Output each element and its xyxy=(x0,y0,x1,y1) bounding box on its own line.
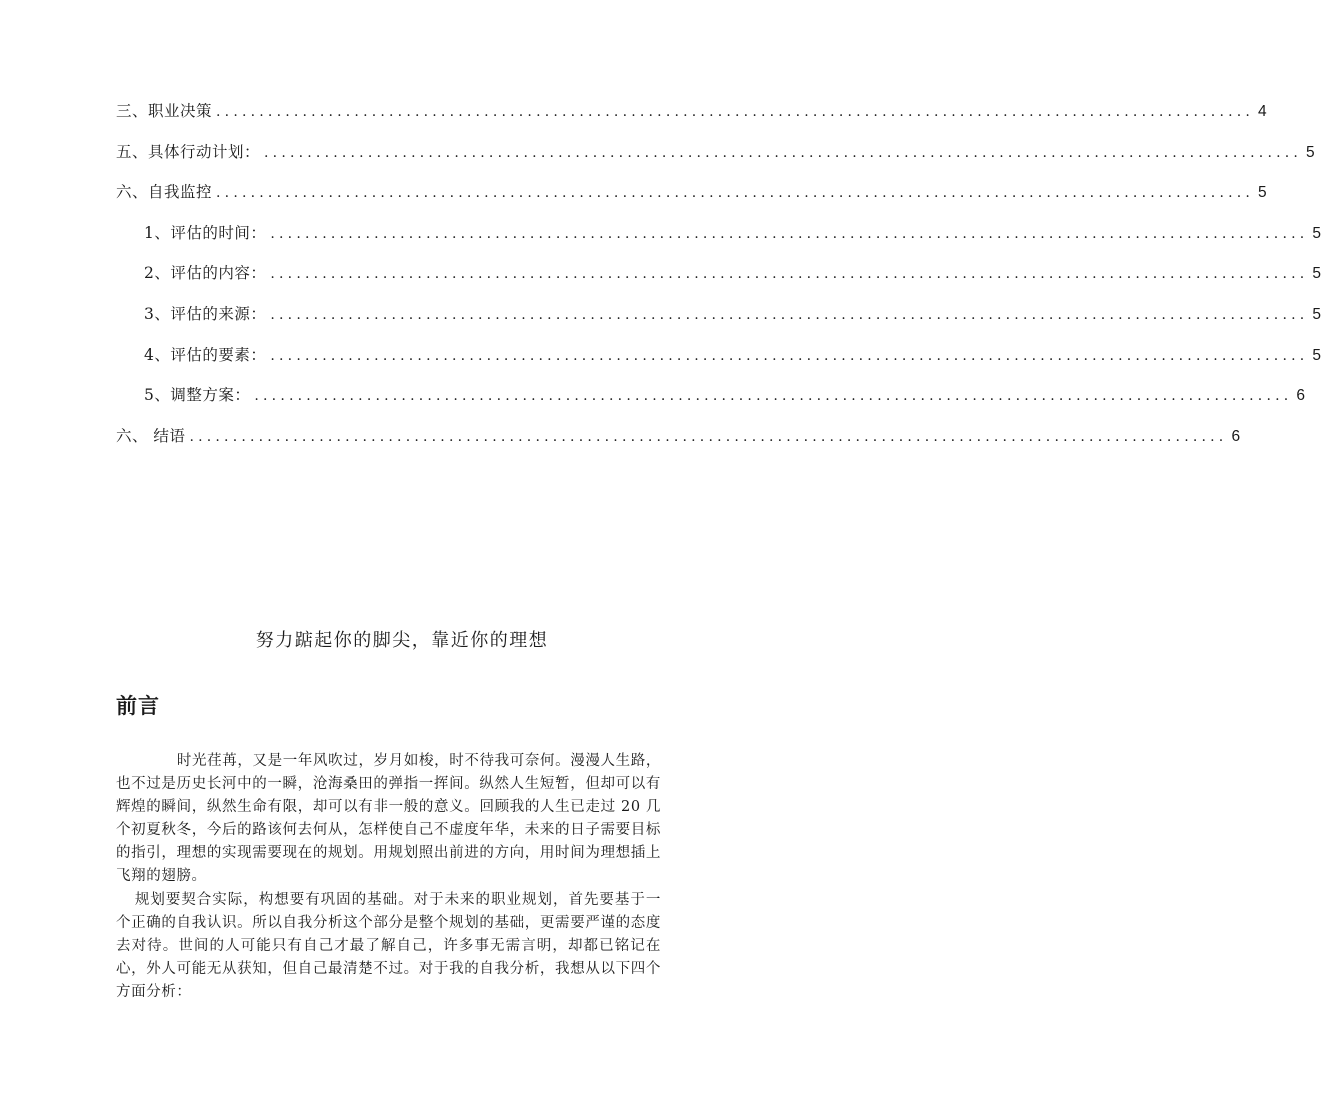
toc-dot-leader: ........................................................................................................................ xyxy=(270,347,1309,364)
section-body xyxy=(116,750,661,1004)
motto-heading: 努力踮起你的脚尖，靠近你的理想 xyxy=(255,630,549,651)
toc-entry[interactable] xyxy=(116,258,1321,299)
toc-dot-leader: ........................................................................................................................ xyxy=(270,266,1309,283)
toc-dot-leader: ........................................................................................................................ xyxy=(189,428,1228,445)
table-of-contents xyxy=(116,96,1321,461)
toc-entry[interactable] xyxy=(116,421,1241,462)
toc-entry-label: 1、评估的时间： xyxy=(144,223,267,242)
toc-entry-label: 六、自我监控 xyxy=(116,183,213,202)
body-paragraph: 时光荏苒，又是一年风吹过，岁月如梭，时不待我可奈何。漫漫人生路，也不过是历史长河中的一瞬，沧海桑田的弹指一挥间。纵然人生短暂，但却可以有辉煌的瞬间，纵然生命有限，却可以有非一般的意义。回顾我的人生已走过 20 几个初夏秋冬，今后的路该何去何从，怎样使自己不虚度年华，未来的日子需要目标的指引，理想的实现需要现在的规划。用规划照出前进的方向，用时间为理想插上飞翔的翅膀。 xyxy=(116,753,661,885)
toc-entry[interactable] xyxy=(116,299,1321,340)
toc-entry[interactable] xyxy=(116,218,1321,259)
toc-entry[interactable] xyxy=(116,96,1267,137)
toc-dot-leader: ........................................................................................................................ xyxy=(216,104,1255,120)
toc-entry-page-number: 5 xyxy=(1312,346,1321,364)
toc-entry-label: 3、评估的来源： xyxy=(144,304,267,323)
toc-entry-page-number: 5 xyxy=(1306,143,1315,161)
toc-entry-page-number: 5 xyxy=(1312,305,1321,323)
toc-entry[interactable] xyxy=(116,380,1306,421)
toc-entry[interactable] xyxy=(116,137,1315,178)
toc-dot-leader: ........................................................................................................................ xyxy=(216,185,1255,202)
toc-dot-leader: ........................................................................................................................ xyxy=(270,306,1309,323)
toc-entry-label: 六、 结语 xyxy=(116,426,186,445)
toc-entry-page-number: 5 xyxy=(1312,265,1321,283)
toc-entry[interactable] xyxy=(116,177,1267,218)
toc-dot-leader: ........................................................................................................................ xyxy=(270,225,1309,242)
toc-entry-page-number: 6 xyxy=(1296,387,1306,405)
toc-entry-page-number: 6 xyxy=(1231,427,1241,445)
body-paragraph: 规划要契合实际，构想要有巩固的基础。对于未来的职业规划，首先要基于一个正确的自我认识。所以自我分析这个部分是整个规划的基础，更需要严谨的态度去对待。世间的人可能只有自己才最了解自己，许多事无需言明，却都已铭记在心，外人可能无从获知，但自己最清楚不过。对于我的自我分析，我想从以下四个方面分析： xyxy=(116,891,661,1000)
toc-dot-leader: ........................................................................................................................ xyxy=(264,144,1303,161)
toc-entry-label: 2、评估的内容： xyxy=(144,264,267,283)
section-title: 前言 xyxy=(116,694,160,718)
toc-entry-label: 三、职业决策 xyxy=(116,102,213,120)
toc-entry-page-number: 5 xyxy=(1312,224,1321,242)
toc-entry-page-number: 5 xyxy=(1258,184,1267,202)
toc-entry[interactable] xyxy=(116,340,1321,381)
toc-entry-label: 4、评估的要素： xyxy=(144,345,267,364)
toc-entry-label: 5、调整方案： xyxy=(144,386,251,405)
toc-dot-leader: ........................................................................................................................ xyxy=(254,388,1293,405)
toc-entry-page-number: 4 xyxy=(1258,103,1267,120)
toc-entry-label: 五、具体行动计划： xyxy=(116,142,261,161)
